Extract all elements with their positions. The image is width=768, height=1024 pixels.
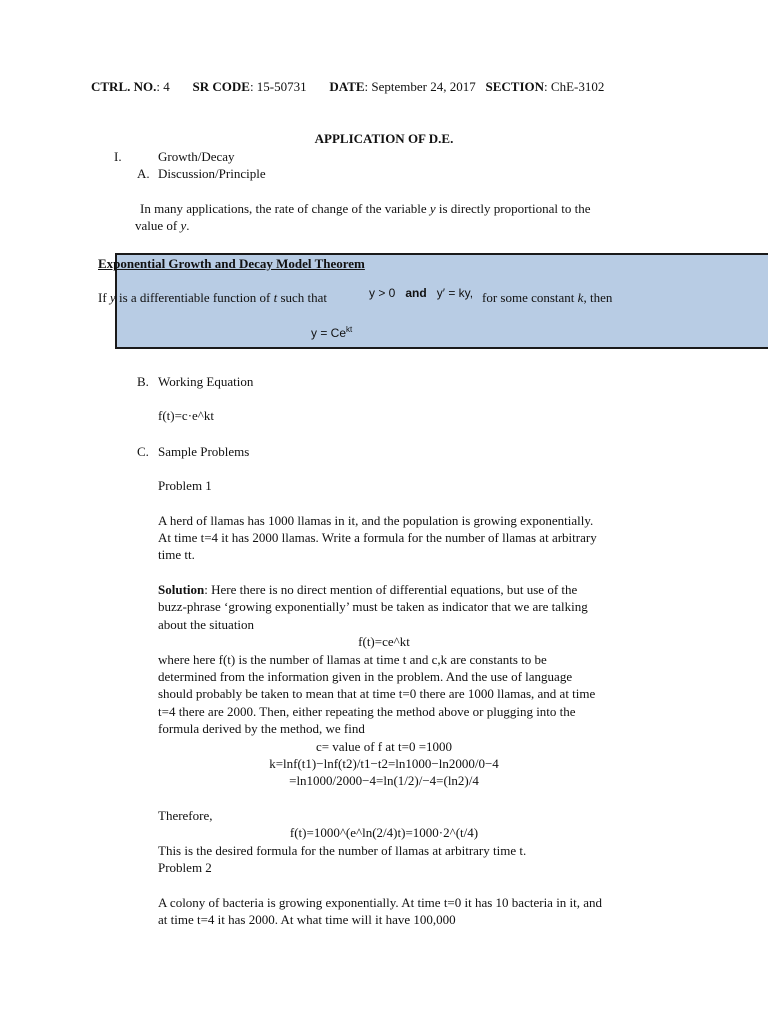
theorem-constant: for some constant k, then	[482, 290, 613, 305]
sr-code-value: : 15-50731	[249, 79, 307, 94]
solution-line-1: Solution: Here there is no direct mention of differential equations, but use of the	[158, 582, 578, 597]
equation-c-value: c= value of f at t=0 =1000	[315, 739, 453, 754]
solution-line-7: t=4 there are 2000. Then, either repeating the method above or plugging into the	[158, 704, 576, 719]
working-equation: f(t)=c·e^kt	[158, 408, 215, 423]
part-a-heading: Discussion/Principle	[158, 166, 266, 181]
problem-1-statement-2: At time t=4 it has 2000 llamas. Write a formula for the number of llamas at arbitrary	[158, 530, 597, 545]
part-b-heading: Working Equation	[158, 374, 254, 389]
equation-final: f(t)=1000^(e^ln(2/4)t)=1000·2^(t/4)	[289, 825, 479, 840]
section-heading: Growth/Decay	[158, 149, 235, 164]
problem-2-statement-2: at time t=4 it has 2000. At what time will it have 100,000	[158, 912, 456, 927]
document-header	[91, 78, 604, 96]
solution-line-4: where here f(t) is the number of llamas at time t and c,k are constants to be	[158, 652, 547, 667]
theorem-statement: If y is a differentiable function of t such that	[98, 290, 328, 305]
section-label: SECTION	[485, 79, 545, 94]
date-label: DATE	[329, 79, 365, 94]
problem-1-conclusion: This is the desired formula for the number of llamas at arbitrary time t.	[158, 843, 527, 858]
ctrl-no-label: CTRL. NO.	[91, 79, 157, 94]
solution-line-5: determined from the information given in the problem. And the use of language	[158, 669, 573, 684]
solution-line-2: buzz-phrase ‘growing exponentially’ must be taken as indicator that we are talking	[158, 599, 588, 614]
date-value: : September 24, 2017	[364, 79, 476, 94]
solution-line-6: should probably be taken to mean that at time t=0 there are 1000 llamas, and at time	[158, 686, 596, 701]
condition-and: and	[405, 286, 427, 300]
theorem-formula: $y = Ce^{kt}$	[311, 325, 353, 340]
equation-general: f(t)=ce^kt	[358, 634, 410, 649]
theorem-condition	[369, 285, 473, 303]
discussion-line-2: value of y.	[135, 218, 190, 233]
equation-k-simplified: =ln1000/2000−4=ln(1/2)/−4=(ln2)/4	[289, 773, 479, 788]
problem-1-statement-1: A herd of llamas has 1000 llamas in it, and the population is growing exponentially.	[158, 513, 594, 528]
equation-k-value: k=lnf(t1)−lnf(t2)/t1−t2=ln1000−ln2000/0−4	[269, 756, 499, 771]
condition-derivative: y′ = ky,	[436, 286, 474, 300]
part-c-letter: C.	[137, 444, 149, 459]
page-title: APPLICATION OF D.E.	[314, 131, 454, 146]
part-c-heading: Sample Problems	[158, 444, 250, 459]
part-a-letter: A.	[137, 166, 150, 181]
theorem-title: Exponential Growth and Decay Model Theorem	[98, 256, 365, 271]
discussion-line-1: In many applications, the rate of change of the variable y is directly proportional to the	[140, 201, 591, 216]
problem-2-statement-1: A colony of bacteria is growing exponentially. At time t=0 it has 10 bacteria in it, and	[158, 895, 603, 910]
solution-label: Solution	[158, 582, 205, 597]
section-value: : ChE-3102	[544, 79, 605, 94]
problem-2-label: Problem 2	[158, 860, 212, 875]
ctrl-no-value: : 4	[156, 79, 170, 94]
part-b-letter: B.	[137, 374, 149, 389]
sr-code-label: SR CODE	[192, 79, 250, 94]
section-numeral: I.	[114, 149, 122, 164]
condition-positive: y > 0	[369, 286, 396, 300]
problem-1-statement-3: time tt.	[158, 547, 195, 562]
problem-1-label: Problem 1	[158, 478, 212, 493]
solution-line-8: formula derived by the method, we find	[158, 721, 365, 736]
solution-line-3: about the situation	[158, 617, 255, 632]
therefore-text: Therefore,	[158, 808, 213, 823]
